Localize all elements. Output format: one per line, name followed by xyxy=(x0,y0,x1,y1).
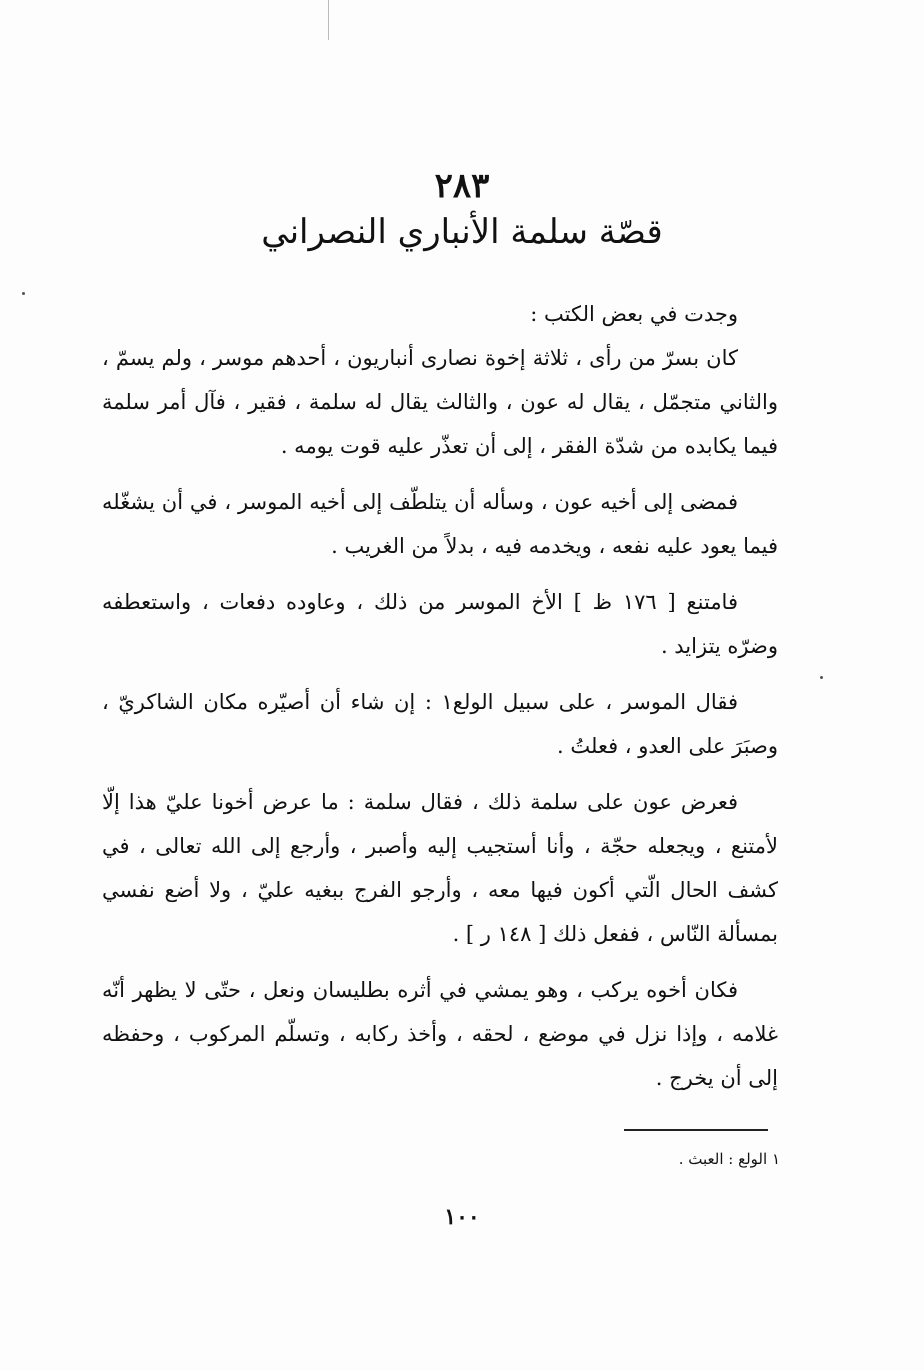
footnote: ١ الولع : العبث . xyxy=(678,1150,780,1168)
page-number: ١٠٠ xyxy=(444,1204,480,1230)
paragraph: فمضى إلى أخيه عون ، وسأله أن يتلطّف إلى أخيه الموسر ، في أن يشغّله فيما يعود عليه نفعه ، ويخدمه فيه ، بدلاً من الغريب . xyxy=(102,490,778,558)
gutter-line xyxy=(328,0,329,40)
scan-speck xyxy=(22,292,25,295)
paragraph: وجدت في بعض الكتب : xyxy=(530,302,738,326)
paragraph: فعرض عون على سلمة ذلك ، فقال سلمة : ما عرض أخونا عليّ هذا إلّا لأمتنع ، ويجعله حجّة ، وأنا أستجيب إليه وأصبر ، وأرجع إلى الله تعالى ، في كشف الحال الّتي أكون فيها معه ، وأرجو الفرج ببغيه عليّ ، ولا أضع نفسي بمسألة النّاس ، ففعل ذلك [ ١٤٨ ر ] . xyxy=(102,790,778,946)
footnote-rule xyxy=(624,1129,768,1131)
paragraph: فقال الموسر ، على سبيل الولع١ : إن شاء أن أصيّره مكان الشاكريّ ، وصبَرَ على العدو ، فعلتُ . xyxy=(102,690,778,758)
scan-speck xyxy=(820,676,823,679)
story-number: ٢٨٣ xyxy=(434,166,490,206)
paragraph: كان بسرّ من رأى ، ثلاثة إخوة نصارى أنباريون ، أحدهم موسر ، ولم يسمّ ، والثاني متجمّل ، يقال له عون ، والثالث يقال له سلمة ، فقير ، فآل أمر سلمة فيما يكابده من شدّة الفقر ، إلى أن تعذّر عليه قوت يومه . xyxy=(102,346,778,458)
paragraph: فكان أخوه يركب ، وهو يمشي في أثره بطليسان ونعل ، حتّى لا يظهر أنّه غلامه ، وإذا نزل في موضع ، لحقه ، وأخذ ركابه ، وتسلّم المركوب ، وحفظه إلى أن يخرج . xyxy=(102,978,778,1090)
story-title: قصّة سلمة الأنباري النصراني xyxy=(261,212,663,252)
body-text xyxy=(102,292,778,1112)
paragraph: فامتنع [ ١٧٦ ظ ] الأخ الموسر من ذلك ، وعاوده دفعات ، واستعطفه وضرّه يتزايد . xyxy=(102,590,778,658)
